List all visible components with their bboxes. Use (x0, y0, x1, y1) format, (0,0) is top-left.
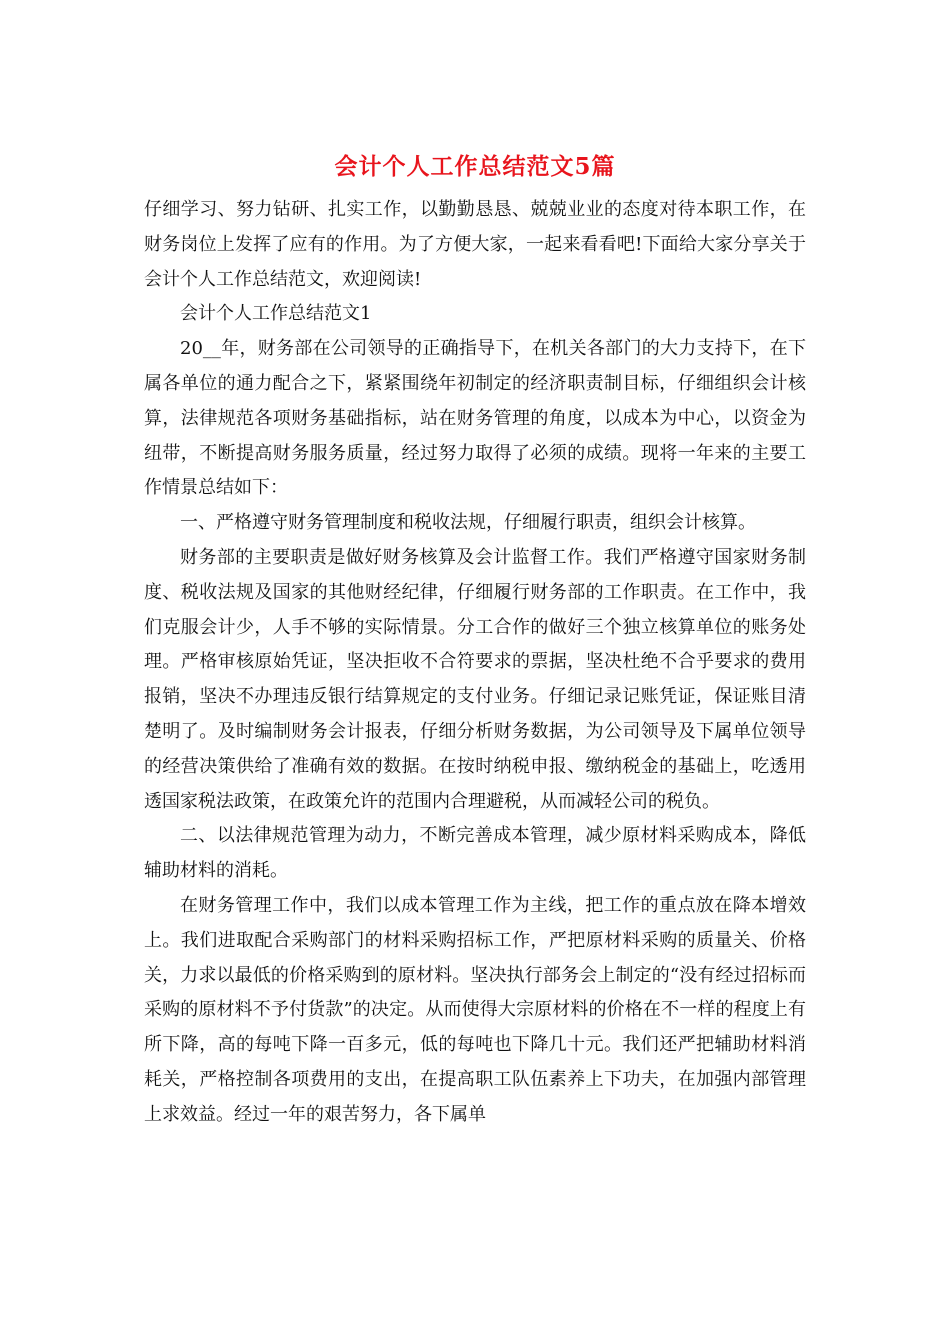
paragraph-point-one-body: 财务部的主要职责是做好财务核算及会计监督工作。我们严格遵守国家财务制度、税收法规及国家的其他财经纪律，仔细履行财务部的工作职责。在工作中，我们克服会计少，人手不够的实际情景。分工合作的做好三个独立核算单位的账务处理。严格审核原始凭证，坚决拒收不合符要求的票据，坚决杜绝不合乎要求的费用报销，坚决不办理违反银行结算规定的支付业务。仔细记录记账凭证，保证账目清楚明了。及时编制财务会计报表，仔细分析财务数据，为公司领导及下属单位领导的经营决策供给了准确有效的数据。在按时纳税申报、缴纳税金的基础上，吃透用透国家税法政策，在政策允许的范围内合理避税，从而减轻公司的税负。 (144, 546, 806, 812)
document-body (144, 193, 806, 1133)
paragraph-point-one-heading: 一、严格遵守财务管理制度和税收法规，仔细履行职责，组织会计核算。 (180, 512, 756, 534)
paragraph-overview: 20__年，财务部在公司领导的正确指导下，在机关各部门的大力支持下，在下属各单位的通力配合之下，紧紧围绕年初制定的经济职责制目标，仔细组织会计核算，法律规范各项财务基础指标，站在财务管理的角度，以成本为中心，以资金为纽带，不断提高财务服务质量，经过努力取得了必须的成绩。现将一年来的主要工作情景总结如下： (144, 338, 806, 499)
paragraph-point-two-heading: 二、以法律规范管理为动力，不断完善成本管理，减少原材料采购成本，降低辅助材料的消耗。 (144, 825, 806, 882)
paragraph-intro: 仔细学习、努力钻研、扎实工作，以勤勤恳恳、兢兢业业的态度对待本职工作，在财务岗位上发挥了应有的作用。为了方便大家，一起来看看吧!下面给大家分享关于会计个人工作总结范文，欢迎阅读! (144, 199, 806, 290)
paragraph-point-two-body: 在财务管理工作中，我们以成本管理工作为主线，把工作的重点放在降本增效上。我们进取配合采购部门的材料采购招标工作，严把原材料采购的质量关、价格关，力求以最低的价格采购到的原材料。坚决执行部务会上制定的“没有经过招标而采购的原材料不予付货款”的决定。从而使得大宗原材料的价格在不一样的程度上有所下降，高的每吨下降一百多元，低的每吨也下降几十元。我们还严把辅助材料消耗关，严格控制各项费用的支出，在提高职工队伍素养上下功夫，在加强内部管理上求效益。经过一年的艰苦努力，各下属单 (144, 894, 806, 1125)
document-title: 会计个人工作总结范文5篇 (334, 153, 616, 180)
paragraph-section-heading: 会计个人工作总结范文1 (180, 303, 372, 325)
